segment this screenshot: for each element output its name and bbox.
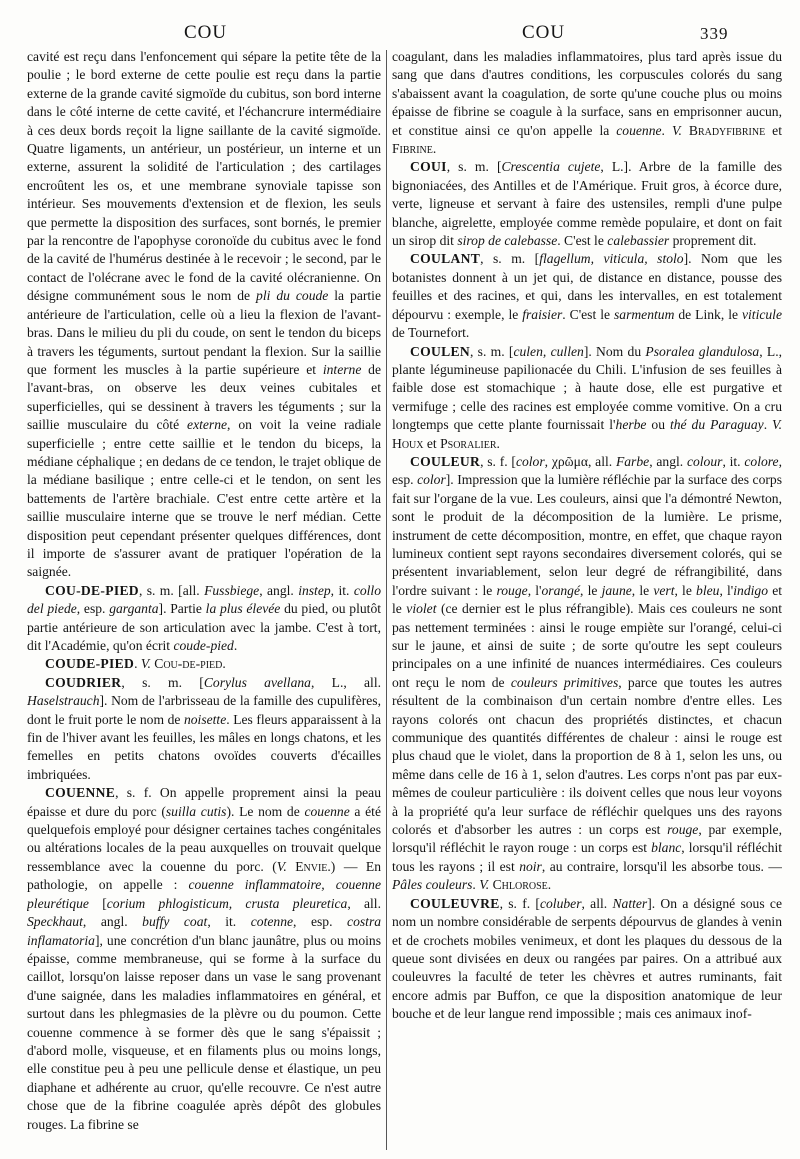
headword: COULEN [410,343,470,359]
entry-coulen: COULEN, s. m. [culen, cullen]. Nom du Psoralea glandulosa, L., plante légumineuse papilionacée du Chili. L'infusion de ses feuilles à faible dose est stomachique ; à haute dose, elle est purgative et vermifuge ; celle des racines est employée comme vomitive. On a cru longtemps que cette plante fournissait l'herbe ou thé du Paraguay. V. Houx et Psoralier. [392,343,782,451]
entry-couleur: COULEUR, s. f. [color, χρῶμα, all. Farbe, angl. colour, it. colore, esp. color]. Impression que la lumière réfléchie par la surface des corps fait sur l'organe de la vue. Les couleurs, ainsi que l'a démontré Newton, sont le produit de la décomposition de la lumière. Le prisme, instrument de cette décomposition, montre, en effet, que chaque rayon lumineux contient sept rayons secondaires diversement colorés, qui se présentent invariablement, selon leur degré de réfrangibilité, dans l'ordre suivant : le rouge, l'orangé, le jaune, le vert, le bleu, l'indigo et le violet (ce dernier est le plus réfrangible). Mais ces couleurs ne sont pas nettement terminées : ainsi le rouge empiète sur l'orangé, celui-ci sur le jaune, et ainsi de suite ; de sorte qu'outre les sept couleurs principales on a une infinité de nuances intermédiaires. Ces couleurs ont reçu le nom de couleurs primitives, parce que toutes les autres résultent de la combinaison d'un certain nombre d'entre elles. Les rayons colorés ont chacun des propriétés distinctes, et chacun communique des quantités différentes de chaleur : ainsi le rouge est plus chaud que le violet, dans la proportion de 8 à 1, selon les uns, ou même dans celle de 16 à 1, selon d'autres. Les corps n'ont pas par eux-mêmes de couleur particulière : ils doivent celles que nous leur voyons à la propriété qu'a leur surface de réfléchir quelques uns des rayons colorés et d'absorber les autres : un corps est rouge, par exemple, lorsqu'il réfléchit le rayon rouge : un corps est blanc, lorsqu'il réfléchit tous les rayons ; il est noir, au contraire, lorsqu'il les absorbe tous. — Pâles couleurs. V. Chlorose. [392,453,782,893]
headword: COULEUVRE [410,895,500,911]
entry-cou-de-pied: COU-DE-PIED, s. m. [all. Fussbiege, angl. instep, it. collo del piede, esp. garganta]. Partie la plus élevée du pied, ou plutôt partie antérieure de son articulation avec la jambe. C'est à tort, dit l'Académie, qu'on écrit coude-pied. [27,582,381,653]
headword: COU-DE-PIED [45,582,139,598]
right-running-title: COU [522,22,566,43]
cross-reference: Cou-de-pied [150,656,223,672]
entry-coui: COUI, s. m. [Crescentia cujete, L.]. Arbre de la famille des bignoniacées, des Antilles et de l'Amérique. Fruit gros, à écorce dure, verte, ligneuse et servant à faire des ustensiles, rempli d'une pulpe blanche, aigrelette, employée comme remède populaire, et dont on fait un sirop dit sirop de calebasse. C'est le calebassier proprement dit. [392,159,782,249]
entry-couleuvre: COULEUVRE, s. f. [coluber, all. Natter]. On a désigné sous ce nom un nombre considérable de serpents dépourvus de glandes à venin et de crochets mobiles venimeux, et dont les plaques du dessous de la queue sont divisées en deux ou rangées par paires. On a attribué aux couleuvres la faculté de teter les chèvres et autres ruminants, fait encore admis par Buffon, ce que la disposition anatomique de leur bouche et de leur langue rend impossible ; mais ces animaux inof- [392,895,782,1022]
running-head [0,16,800,46]
left-column [27,48,381,1153]
cross-reference: Chlorose [489,877,548,893]
column-divider [386,50,387,1150]
cross-reference: Houx [392,435,424,451]
cross-reference: Psoralier [440,435,497,451]
cross-reference: Envie [286,858,328,874]
cross-reference: Bradyfibrine [681,122,766,138]
entry-coude-continuation: cavité est reçu dans l'enfoncement qui sépare la petite tête de la poulie ; le bord externe de cette poulie est reçu dans la partie externe de la grande cavité sigmoïde du cubitus, son bord interne dans le côté interne de cette cavité, et l'échancrure intermédiaire à ces deux bords reçoit la ligne saillante de la cavité sigmoïde. Quatre ligaments, un antérieur, un postérieur, un interne et un externe, assurent la solidité de l'articulation ; des cartilages encroûtent les os, et une membrane synoviale tapisse son intérieur. Ses mouvements d'extension et de flexion, les seuls que permette la disposition des surfaces, sont bornés, le premier par la rencontre de l'apophyse coronoïde du cubitus avec le fond de la cavité de l'humérus destinée à le recevoir ; le second, par le contact de l'olécrane avec le fond de la cavité olécranienne. On désigne communément sous le nom de pli du coude la partie antérieure de l'articulation, celle où a lieu la flexion de l'avant-bras. Dans le milieu du pli du coude, on sent le tendon du biceps à travers les téguments, surtout pendant la flexion. Sur la saillie que forment les muscles à la partie supérieure et interne de l'avant-bras, on observe les deux veines cubitales et superficielles, qui se dessinent à travers les téguments ; sur la saillie musculaire du côté externe, on voit la veine radiale superficielle ; entre cette saillie et le tendon du biceps, la médiane céphalique ; en dedans de ce tendon, le trajet oblique de la médiane basilique ; entre celle-ci et le tendon, on sent les battements de l'artère brachiale. C'est entre cette artère et la saillie musculaire interne que se trouve le nerf médian. Cette disposition peut cependant présenter quelques différences, dont il importe de s'assurer avant de pratiquer l'opération de la saignée. [27,49,381,580]
page-number: 339 [700,24,729,43]
entry-coulant: COULANT, s. m. [flagellum, viticula, stolo]. Nom que les botanistes donnent à un jet qui, de distance en distance, pousse des feuilles et des racines, et qui, dans les intervalles, en est totalement dépourvu : exemple, le fraisier. C'est le sarmentum de Link, le viticule de Tournefort. [392,251,782,341]
entry-couenne: COUENNE, s. f. On appelle proprement ainsi la peau épaisse et dure du porc (suilla cutis). Le nom de couenne a été quelquefois employé pour désigner certaines taches congénitales ou altérations locales de la peau auxquelles on trouvait quelque ressemblance avec la couenne du porc. (V. Envie.) — En pathologie, on appelle : couenne inflammatoire, couenne pleurétique [corium phlogisticum, crusta pleuretica, all. Speckhaut, angl. buffy coat, it. cotenne, esp. costra inflamatoria], une concrétion d'un blanc jaunâtre, plus ou moins épaisse, comme membraneuse, qui se forme à la surface du caillot, lorsqu'on laisse reposer dans un vase le sang provenant d'une saignée, dans les maladies inflammatoires en général, et surtout dans les phlegmasies de la plèvre ou du poumon. Cette couenne commence à se former dès que le sang s'épaissit ; d'abord molle, visqueuse, et en filaments plus ou moins longs, elle constitue peu à peu une pellicule dense et élastique, un peu diaphane et adhérente au cruor, qu'elle recouvre. Ce n'est autre chose que de la fibrine coagulée après dépôt des globules rouges. La fibrine se [27,785,381,1132]
headword: COUDRIER [45,674,122,690]
headword: COULANT [410,251,481,267]
right-column [392,48,782,1153]
entry-couenne-continuation: coagulant, dans les maladies inflammatoires, plus tard après issue du sang que dans d'autres conditions, les corpuscules colorés du sang s'abaissent avant la coagulation, de sorte qu'une couche plus ou moins épaisse de fibrine se coagule à la surface, sans en emprisonner aucun, et constitue ainsi ce qu'on appelle la couenne. V. Bradyfibrine et Fibrine. [392,49,782,157]
entry-coude-pied: COUDE-PIED. V. Cou-de-pied. [45,656,226,672]
cross-reference: Fibrine [392,141,433,157]
headword: COUDE-PIED [45,656,135,672]
left-running-title: COU [184,22,228,43]
headword: COUENNE [45,785,116,801]
entry-coudrier: COUDRIER, s. m. [Corylus avellana, L., all. Haselstrauch]. Nom de l'arbrisseau de la famille des cupulifères, dont le fruit porte le nom de noisette. Les fleurs apparaissent à la fin de l'hiver avant les feuilles, les mâles en longs chatons, et les femelles en petits chatons ovoïdes couverts d'écailles imbriquées. [27,674,381,782]
headword: COULEUR [410,453,481,469]
headword: COUI [410,159,447,175]
